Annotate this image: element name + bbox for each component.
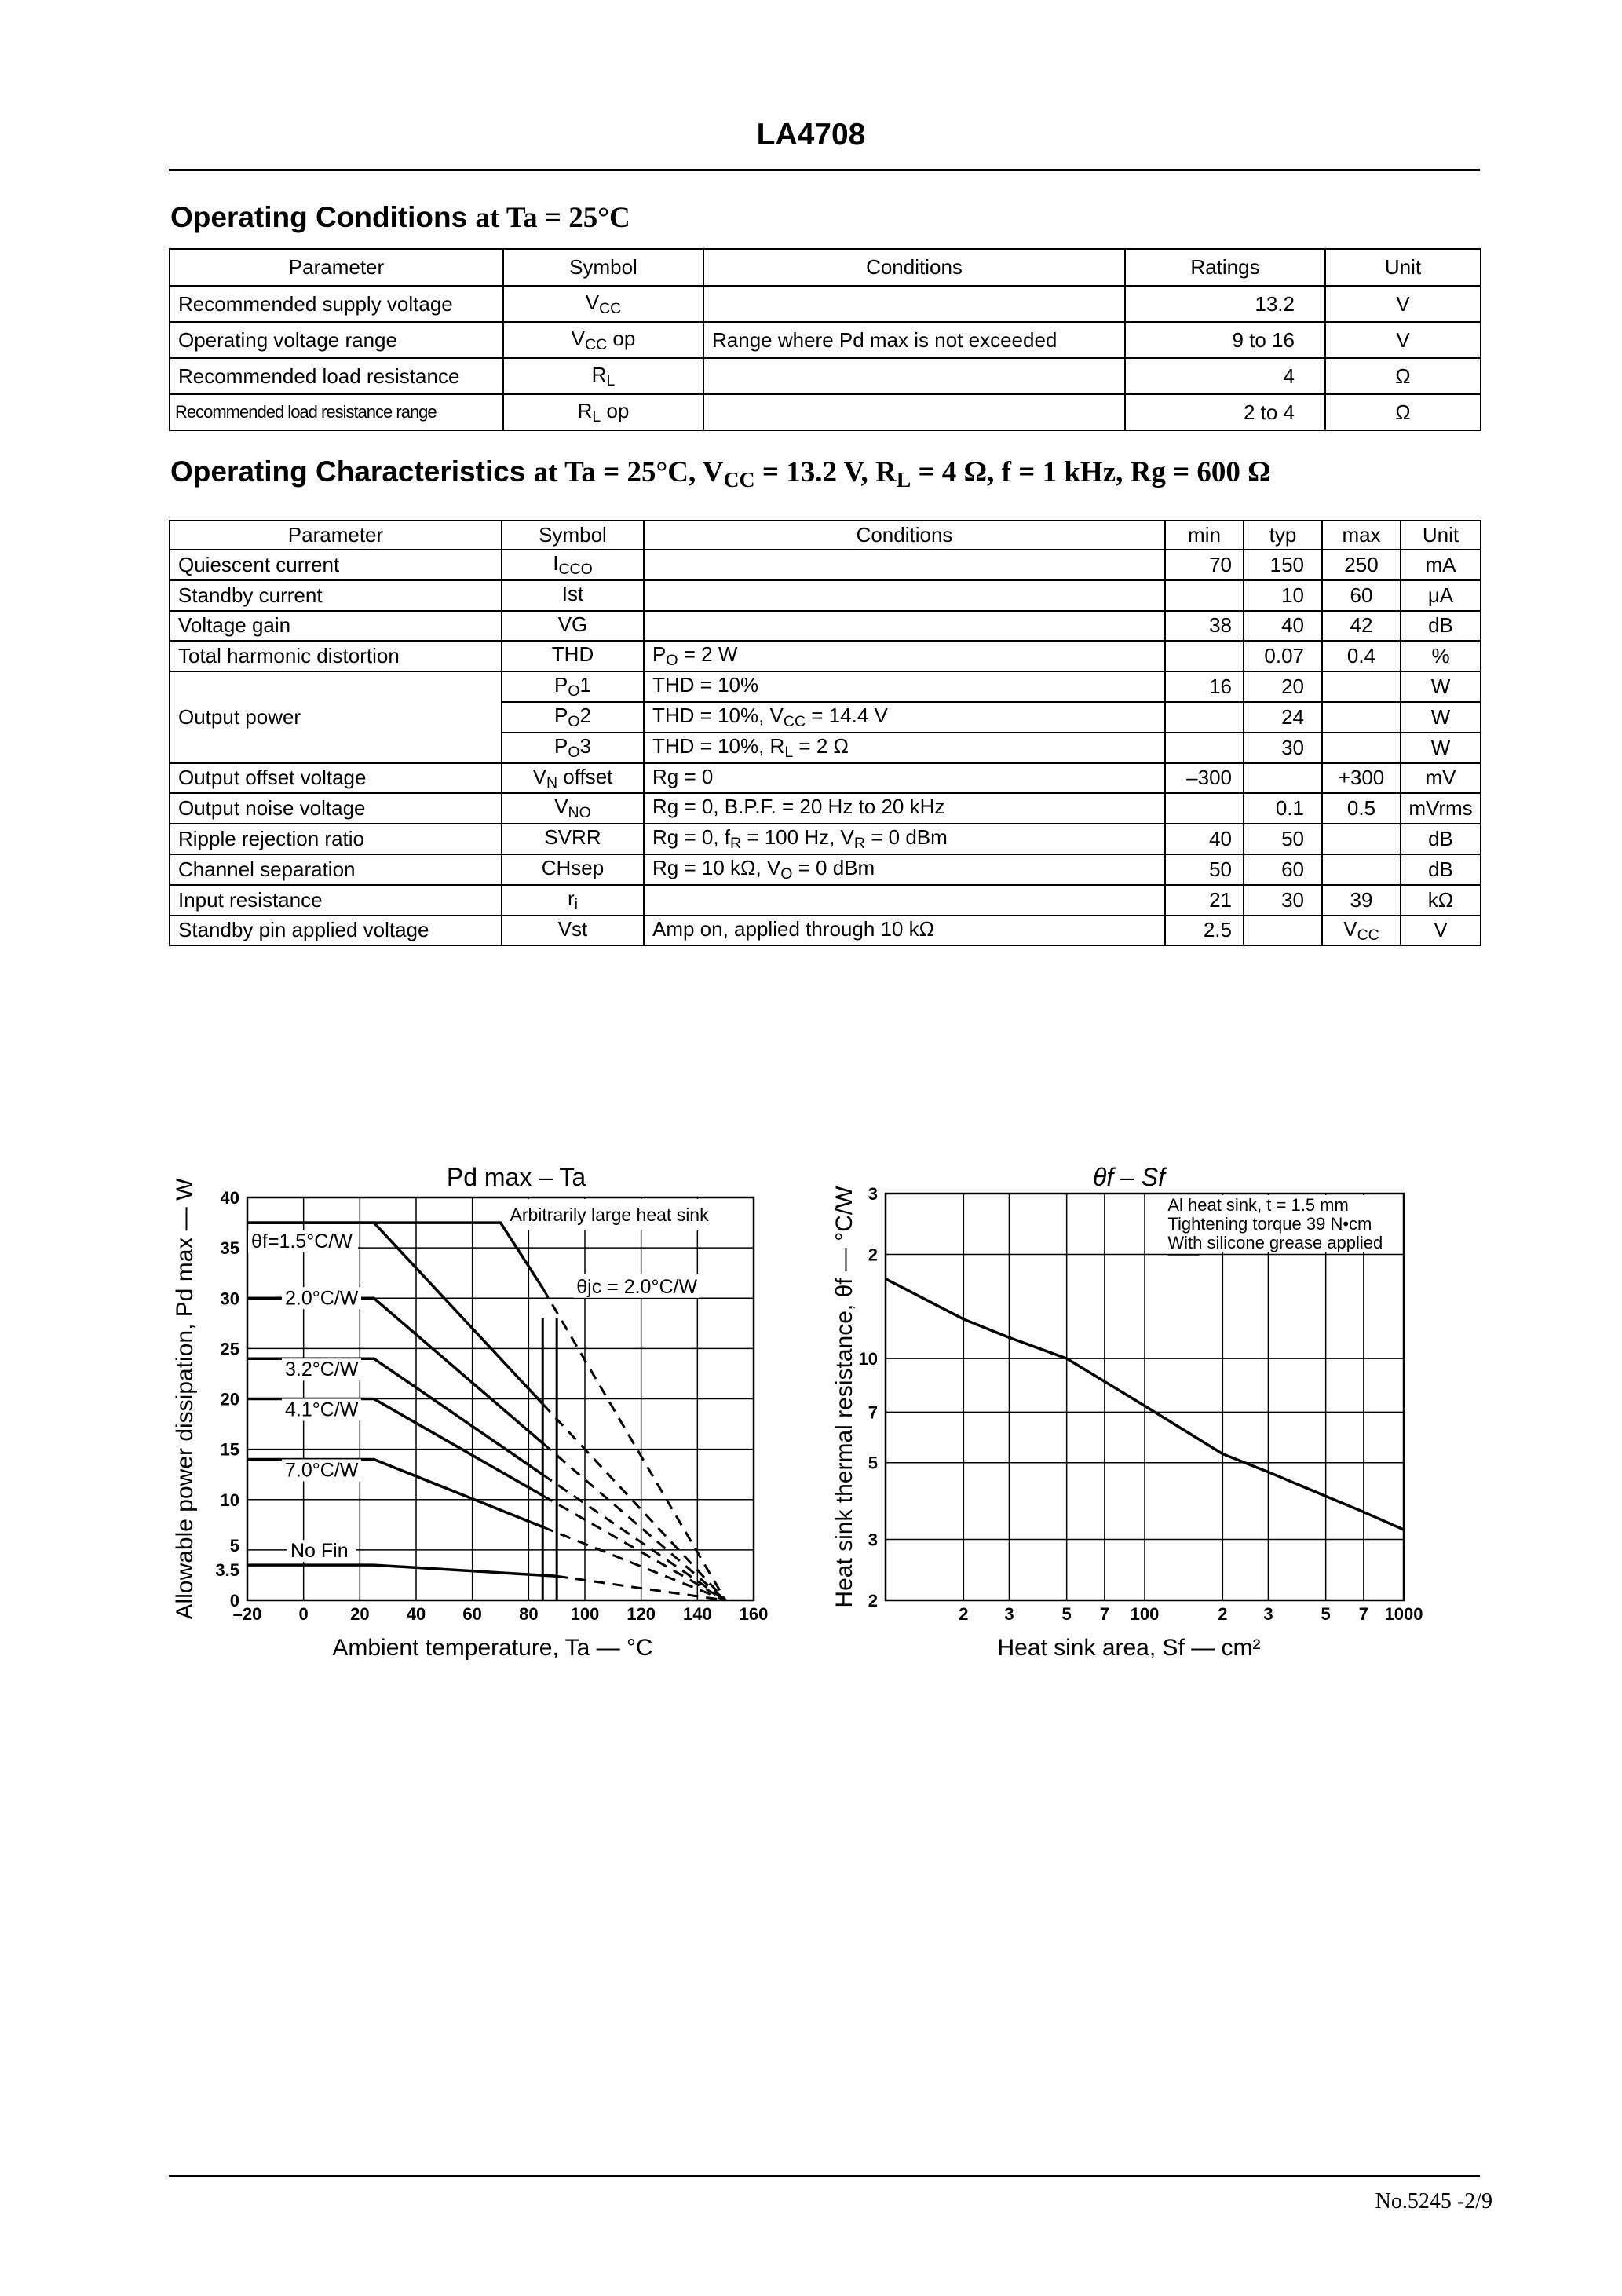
unit-cell: dB bbox=[1401, 824, 1481, 854]
parameter-cell: Channel separation bbox=[170, 854, 502, 885]
typ-cell: 30 bbox=[1244, 733, 1322, 763]
part-number-title: LA4708 bbox=[756, 118, 866, 152]
column-header: Conditions bbox=[644, 521, 1165, 550]
x-tick-label: 80 bbox=[519, 1604, 539, 1624]
x-tick-label: 1000 bbox=[1384, 1604, 1423, 1624]
parameter-cell: Output offset voltage bbox=[170, 763, 502, 794]
symbol-cell: THD bbox=[502, 641, 644, 671]
min-cell bbox=[1165, 580, 1244, 611]
parameter-cell: Input resistance bbox=[170, 885, 502, 916]
typ-cell: 60 bbox=[1244, 854, 1322, 885]
symbol-cell: $V_{CC}$ op bbox=[503, 322, 703, 358]
operating-conditions-title: Operating Conditions bbox=[170, 201, 468, 233]
ratings-cell: 13.2 bbox=[1125, 286, 1325, 322]
conditions-cell: Rg = 10 kΩ, $V_O = 0$ dBm bbox=[644, 854, 1165, 885]
chart-plot-area bbox=[831, 1163, 1423, 1661]
table-header-row bbox=[170, 521, 1481, 550]
symbol-cell: $r_i$ bbox=[502, 885, 644, 916]
y-tick-label: 10 bbox=[220, 1490, 239, 1510]
column-header: Ratings bbox=[1125, 249, 1325, 286]
unit-cell: mA bbox=[1401, 550, 1481, 580]
column-header: Conditions bbox=[703, 249, 1125, 286]
conditions-cell bbox=[644, 611, 1165, 642]
annotation-line: With silicone grease applied bbox=[1167, 1233, 1383, 1252]
x-axis-label: Ambient temperature, Ta — °C bbox=[332, 1635, 653, 1661]
series-label: 7.0°C/W bbox=[285, 1459, 359, 1482]
column-header: Unit bbox=[1325, 249, 1481, 286]
large-heat-sink-line-dashed bbox=[542, 1288, 725, 1600]
conditions-cell bbox=[644, 885, 1165, 916]
min-cell bbox=[1165, 793, 1244, 824]
y-tick-label: 10 bbox=[858, 1349, 878, 1369]
x-tick-label: 0 bbox=[298, 1604, 309, 1624]
column-header: min bbox=[1165, 521, 1244, 550]
symbol-cell: $R_L$ op bbox=[503, 394, 703, 430]
min-cell: –300 bbox=[1165, 763, 1244, 794]
min-cell: 70 bbox=[1165, 550, 1244, 580]
series-label: 4.1°C/W bbox=[285, 1398, 359, 1421]
y-tick-label: 2 bbox=[868, 1591, 878, 1610]
y-tick-label: 25 bbox=[220, 1339, 239, 1359]
parameter-cell: Output power bbox=[170, 671, 502, 762]
table-row bbox=[170, 824, 1481, 854]
x-axis-label: Heat sink area, Sf — cm² bbox=[997, 1635, 1261, 1661]
typ-cell bbox=[1244, 763, 1322, 794]
x-tick-label: 3 bbox=[1263, 1604, 1273, 1624]
max-cell: 60 bbox=[1322, 580, 1401, 611]
y-tick-label: 7 bbox=[868, 1402, 878, 1423]
table-row bbox=[170, 763, 1481, 794]
y-axis-label: Heat sink thermal resistance, θf — °C/W bbox=[831, 1186, 857, 1608]
min-cell: 38 bbox=[1165, 611, 1244, 642]
unit-cell: dB bbox=[1401, 854, 1481, 885]
max-cell bbox=[1322, 824, 1401, 854]
conditions-cell: Range where Pd max is not exceeded bbox=[703, 322, 1125, 358]
series-label: No Fin bbox=[290, 1540, 349, 1563]
unit-cell: W bbox=[1401, 671, 1481, 702]
unit-cell: W bbox=[1401, 702, 1481, 733]
y-tick-label: 20 bbox=[220, 1389, 239, 1409]
symbol-cell: $V_N$ offset bbox=[502, 763, 644, 794]
no-fin-line bbox=[247, 1565, 557, 1576]
symbol-cell: SVRR bbox=[502, 824, 644, 854]
max-cell: 42 bbox=[1322, 611, 1401, 642]
symbol-cell: $P_O3$ bbox=[502, 733, 644, 763]
unit-cell: V bbox=[1401, 916, 1481, 946]
x-tick-label: 7 bbox=[1358, 1604, 1369, 1624]
ratings-cell: 2 to 4 bbox=[1125, 394, 1325, 430]
unit-cell: Ω bbox=[1325, 358, 1481, 394]
y-tick-label: 2 bbox=[868, 1245, 878, 1265]
parameter-cell: Total harmonic distortion bbox=[170, 641, 502, 671]
typ-cell: 40 bbox=[1244, 611, 1322, 642]
y-tick-label: 5 bbox=[868, 1453, 878, 1473]
parameter-cell: Operating voltage range bbox=[170, 322, 503, 358]
min-cell bbox=[1165, 641, 1244, 671]
table-row bbox=[170, 580, 1481, 611]
parameter-cell: Output noise voltage bbox=[170, 793, 502, 824]
table-row bbox=[170, 641, 1481, 671]
min-cell bbox=[1165, 702, 1244, 733]
typ-cell: 20 bbox=[1244, 671, 1322, 702]
conditions-cell bbox=[703, 394, 1125, 430]
chart-plot-area bbox=[172, 1163, 768, 1661]
max-cell bbox=[1322, 854, 1401, 885]
typ-cell: 0.07 bbox=[1244, 641, 1322, 671]
y-tick-label: 3 bbox=[868, 1184, 878, 1204]
footer-rule bbox=[169, 2175, 1480, 2177]
typ-cell: 0.1 bbox=[1244, 793, 1322, 824]
min-cell: 2.5 bbox=[1165, 916, 1244, 946]
max-cell bbox=[1322, 671, 1401, 702]
series-label: θf=1.5°C/W bbox=[251, 1230, 353, 1253]
symbol-cell: CHsep bbox=[502, 854, 644, 885]
chart-title: Pd max – Ta bbox=[446, 1163, 586, 1191]
symbol-cell: $R_L$ bbox=[503, 358, 703, 394]
max-cell: 250 bbox=[1322, 550, 1401, 580]
x-tick-label: 40 bbox=[406, 1604, 426, 1624]
conditions-cell bbox=[644, 580, 1165, 611]
column-header: max bbox=[1322, 521, 1401, 550]
ratings-cell: 4 bbox=[1125, 358, 1325, 394]
theta-f-sf-chart bbox=[824, 1154, 1468, 1673]
parameter-cell: Recommended load resistance bbox=[170, 358, 503, 394]
unit-cell: % bbox=[1401, 641, 1481, 671]
conditions-cell: Amp on, applied through 10 kΩ bbox=[644, 916, 1165, 946]
typ-cell: 30 bbox=[1244, 885, 1322, 916]
table-row bbox=[170, 885, 1481, 916]
column-header: Symbol bbox=[503, 249, 703, 286]
unit-cell: μA bbox=[1401, 580, 1481, 611]
y-tick-label: 35 bbox=[220, 1238, 239, 1259]
x-tick-label: 7 bbox=[1099, 1604, 1110, 1624]
column-header: typ bbox=[1244, 521, 1322, 550]
x-tick-label: 60 bbox=[462, 1604, 482, 1624]
operating-conditions-heading bbox=[170, 201, 630, 235]
theta-2-0-line-dashed bbox=[542, 1443, 725, 1600]
parameter-cell: Ripple rejection ratio bbox=[170, 824, 502, 854]
x-tick-label: 2 bbox=[1218, 1604, 1228, 1624]
operating-characteristics-condition: at Ta = 25°C, $V_{CC} = 13.2$ V, $R_L = 4$ Ω, f = 1 kHz, Rg = 600 Ω bbox=[533, 456, 1271, 492]
typ-cell: 24 bbox=[1244, 702, 1322, 733]
y-axis-label: Allowable power dissipation, Pd max — W bbox=[172, 1178, 198, 1620]
x-tick-label: 160 bbox=[739, 1604, 769, 1624]
theta-1-5-line-dashed bbox=[542, 1404, 725, 1600]
annotation-line: Tightening torque 39 N•cm bbox=[1167, 1214, 1372, 1234]
x-tick-label: 5 bbox=[1321, 1604, 1331, 1624]
parameter-cell: Standby pin applied voltage bbox=[170, 916, 502, 946]
x-tick-label: 5 bbox=[1061, 1604, 1072, 1624]
column-header: Symbol bbox=[502, 521, 644, 550]
column-header: Unit bbox=[1401, 521, 1481, 550]
conditions-cell: THD = 10% bbox=[644, 671, 1165, 702]
conditions-cell: Rg = 0 bbox=[644, 763, 1165, 794]
x-tick-label: 100 bbox=[570, 1604, 600, 1624]
table-row bbox=[170, 611, 1481, 642]
y-tick-label: 5 bbox=[229, 1535, 239, 1556]
unit-cell: mV bbox=[1401, 763, 1481, 794]
table-row bbox=[170, 394, 1481, 430]
table-row bbox=[170, 671, 1481, 702]
conditions-cell: THD = 10%, $V_{CC} = 14.4$ V bbox=[644, 702, 1165, 733]
ratings-cell: 9 to 16 bbox=[1125, 322, 1325, 358]
symbol-cell: Vst bbox=[502, 916, 644, 946]
min-cell: 21 bbox=[1165, 885, 1244, 916]
symbol-cell: $V_{NO}$ bbox=[502, 793, 644, 824]
table-header-row bbox=[170, 249, 1481, 286]
theta-7-0-line-dashed bbox=[542, 1527, 725, 1600]
table-row bbox=[170, 550, 1481, 580]
annotation-label: Arbitrarily large heat sink bbox=[510, 1205, 709, 1225]
unit-cell: Ω bbox=[1325, 394, 1481, 430]
column-header: Parameter bbox=[170, 249, 503, 286]
symbol-cell: $P_O2$ bbox=[502, 702, 644, 733]
parameter-cell: Recommended supply voltage bbox=[170, 286, 503, 322]
table-row bbox=[170, 286, 1481, 322]
x-tick-label: 20 bbox=[350, 1604, 370, 1624]
symbol-cell: $V_{CC}$ bbox=[503, 286, 703, 322]
operating-characteristics-table bbox=[169, 520, 1481, 946]
theta-jc-label: θjc = 2.0°C/W bbox=[576, 1275, 698, 1298]
parameter-cell: Recommended load resistance range bbox=[170, 394, 503, 430]
typ-cell: 150 bbox=[1244, 550, 1322, 580]
symbol-cell: VG bbox=[502, 611, 644, 642]
x-tick-label: 140 bbox=[682, 1604, 712, 1624]
unit-cell: V bbox=[1325, 286, 1481, 322]
conditions-cell: Rg = 0, B.P.F. = 20 Hz to 20 kHz bbox=[644, 793, 1165, 824]
annotation-line: Al heat sink, t = 1.5 mm bbox=[1167, 1195, 1349, 1215]
min-cell: 16 bbox=[1165, 671, 1244, 702]
parameter-cell: Quiescent current bbox=[170, 550, 502, 580]
operating-conditions-condition: at Ta = 25°C bbox=[475, 202, 630, 234]
table-row bbox=[170, 358, 1481, 394]
conditions-cell bbox=[703, 286, 1125, 322]
y-tick-label: 40 bbox=[220, 1188, 239, 1208]
operating-characteristics-heading bbox=[170, 455, 1271, 493]
series-label: 2.0°C/W bbox=[285, 1287, 359, 1310]
min-cell: 50 bbox=[1165, 854, 1244, 885]
unit-cell: kΩ bbox=[1401, 885, 1481, 916]
table-row bbox=[170, 854, 1481, 885]
max-cell bbox=[1322, 702, 1401, 733]
x-tick-label: 120 bbox=[627, 1604, 656, 1624]
min-cell bbox=[1165, 733, 1244, 763]
conditions-cell: THD = 10%, $R_L = 2$ Ω bbox=[644, 733, 1165, 763]
y-tick-label: 3 bbox=[868, 1530, 878, 1550]
table-row bbox=[170, 322, 1481, 358]
operating-characteristics-title: Operating Characteristics bbox=[170, 455, 526, 488]
y-tick-label: 30 bbox=[220, 1289, 239, 1309]
x-tick-label: 3 bbox=[1004, 1604, 1014, 1624]
x-tick-label: 100 bbox=[1130, 1604, 1160, 1624]
max-cell: +300 bbox=[1322, 763, 1401, 794]
unit-cell: dB bbox=[1401, 611, 1481, 642]
header-rule bbox=[169, 169, 1480, 171]
max-cell: $V_{CC}$ bbox=[1322, 916, 1401, 946]
y-tick-label: 0 bbox=[229, 1591, 239, 1610]
x-tick-label: –20 bbox=[232, 1604, 262, 1624]
x-tick-label: 2 bbox=[959, 1604, 969, 1624]
symbol-cell: Ist bbox=[502, 580, 644, 611]
y-tick-label: 3.5 bbox=[215, 1560, 239, 1581]
operating-conditions-table bbox=[169, 248, 1481, 431]
symbol-cell: $I_{CCO}$ bbox=[502, 550, 644, 580]
pd-max-ta-chart bbox=[165, 1154, 777, 1673]
typ-cell: 10 bbox=[1244, 580, 1322, 611]
table-row bbox=[170, 916, 1481, 946]
theta-4-1-line-dashed bbox=[542, 1496, 725, 1600]
conditions-cell: $P_O = 2$ W bbox=[644, 641, 1165, 671]
conditions-cell bbox=[703, 358, 1125, 394]
typ-cell: 50 bbox=[1244, 824, 1322, 854]
unit-cell: W bbox=[1401, 733, 1481, 763]
unit-cell: mVrms bbox=[1401, 793, 1481, 824]
max-cell: 39 bbox=[1322, 885, 1401, 916]
y-tick-label: 15 bbox=[220, 1439, 239, 1460]
max-cell: 0.5 bbox=[1322, 793, 1401, 824]
max-cell bbox=[1322, 733, 1401, 763]
chart-title: θf – Sf bbox=[1092, 1163, 1166, 1191]
series-label: 3.2°C/W bbox=[285, 1358, 359, 1381]
symbol-cell: $P_O1$ bbox=[502, 671, 644, 702]
unit-cell: V bbox=[1325, 322, 1481, 358]
parameter-cell: Voltage gain bbox=[170, 611, 502, 642]
conditions-cell: Rg = 0, $f_R = 100$ Hz, $V_R = 0$ dBm bbox=[644, 824, 1165, 854]
column-header: Parameter bbox=[170, 521, 502, 550]
max-cell: 0.4 bbox=[1322, 641, 1401, 671]
table-row bbox=[170, 793, 1481, 824]
typ-cell bbox=[1244, 916, 1322, 946]
min-cell: 40 bbox=[1165, 824, 1244, 854]
document-number: No.5245 -2/9 bbox=[1375, 2189, 1492, 2214]
parameter-cell: Standby current bbox=[170, 580, 502, 611]
conditions-cell bbox=[644, 550, 1165, 580]
